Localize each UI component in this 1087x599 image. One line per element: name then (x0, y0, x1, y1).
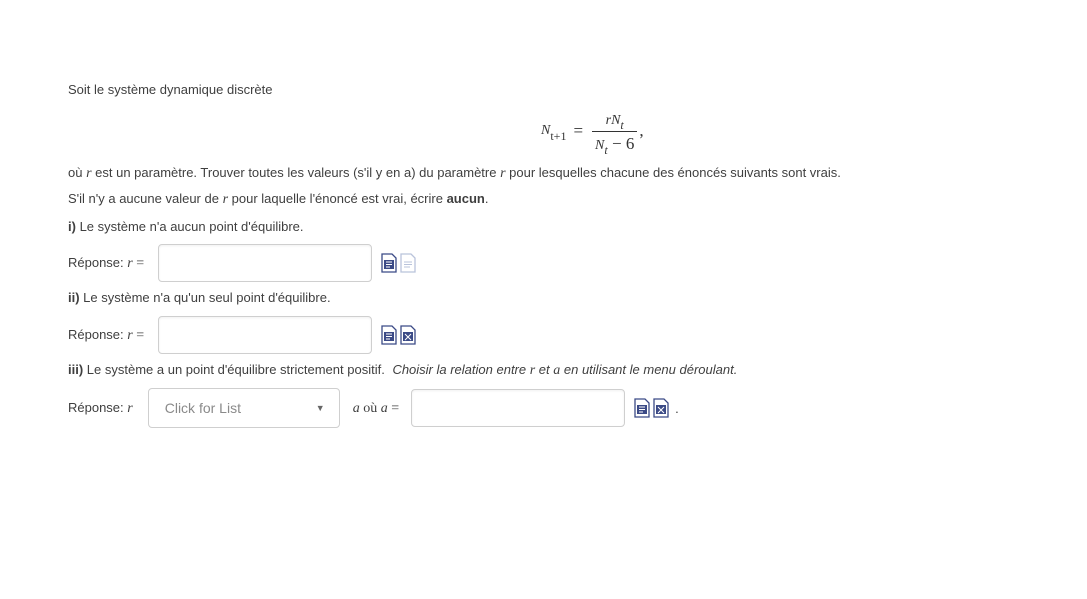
part-i-answer-input[interactable] (158, 244, 372, 282)
answer-label: Réponse: r = (68, 254, 145, 271)
question-instruction-1: où r est un paramètre. Trouver toutes les valeurs (s'il y en a) du paramètre r pour lesquelles chacune des énoncés suivants sont vrais. (68, 165, 841, 181)
preview-icon[interactable] (400, 253, 416, 273)
recurrence-equation: N t+1 = $\frac{rN_t}{N_t - 6}$ , (541, 106, 644, 156)
where-label: a où a = (352, 400, 400, 416)
question-intro: Soit le système dynamique discrète (68, 82, 273, 97)
part-i-answer-row (68, 244, 416, 282)
answer-label: Réponse: r (68, 399, 133, 416)
preview-icon[interactable] (653, 398, 669, 418)
answer-label: Réponse: r = (68, 326, 145, 343)
equation-editor-icon[interactable] (381, 253, 397, 273)
part-ii-statement: ii) Le système n'a qu'un seul point d'équilibre. (68, 290, 331, 305)
part-iii-instruction: Choisir la relation entre r et a en utilisant le menu déroulant. (392, 362, 738, 378)
part-i-statement: i) Le système n'a aucun point d'équilibre. (68, 219, 304, 234)
part-iii-answer-input[interactable] (411, 389, 625, 427)
part-ii-answer-row (68, 316, 416, 354)
chevron-down-icon: ▼ (315, 403, 325, 413)
relation-dropdown[interactable]: Click for List ▼ (148, 388, 340, 428)
preview-icon[interactable] (400, 325, 416, 345)
part-ii-answer-input[interactable] (158, 316, 372, 354)
question-instruction-2: S'il n'y a aucune valeur de r pour laquelle l'énoncé est vrai, écrire aucun. (68, 191, 489, 207)
equation-fraction: $\frac{rN_t}{N_t - 6}$ (592, 109, 637, 154)
equation-editor-icon[interactable] (381, 325, 397, 345)
part-iii-answer-row: Réponse: r Click for List ▼ a où a = . (68, 388, 679, 428)
part-iii-statement: iii) Le système a un point d'équilibre strictement positif. Choisir la relation entre r et a en utilisant le menu déroulant. (68, 362, 738, 378)
equation-editor-icon[interactable] (634, 398, 650, 418)
